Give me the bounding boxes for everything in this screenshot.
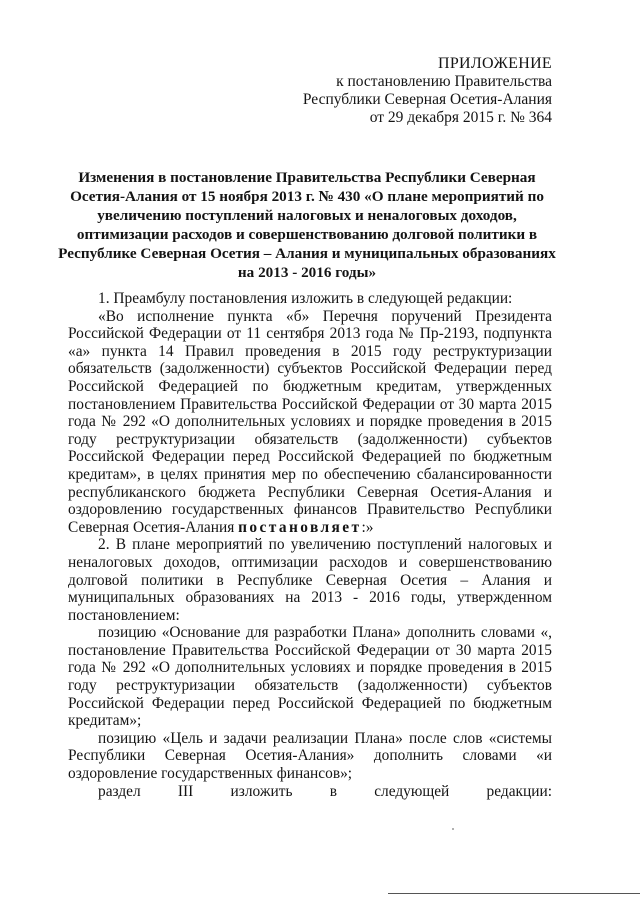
appendix-block [303, 55, 552, 127]
document-body [68, 290, 552, 800]
paragraph-2 [68, 308, 552, 537]
paragraph-5: позицию «Цель и задачи реализации Плана» после слов «системы Республики Северная Осетия-Алания» дополнить словами «и оздоровление государственных финансов»; [68, 729, 552, 783]
resolves-word: постановляет [238, 518, 362, 536]
paragraph-2-end: :» [361, 518, 374, 536]
paragraph-4: позицию «Основание для разработки Плана» дополнить словами «, постановление Правительства Российской Федерации от 30 марта 2015 года № 292 «О дополнительных условиях и порядке проведения в 2015 году реструктуризации обязательств (задолженности) субъектов Российской Федерации перед Российской Федерацией по бюджетным кредитам»; [68, 624, 552, 730]
appendix-line-1: к постановлению Правительства [336, 73, 552, 90]
footer-rule [388, 893, 640, 894]
scan-speck [452, 828, 454, 830]
paragraph-2-text: «Во исполнение пункта «б» Перечня поручений Президента Российской Федерации от 11 сентября 2013 года № Пр-2193, подпункта «а» пункта 14 Правил проведения в 2015 году реструктуризации обязательств (задолженности) субъектов Российской Федерации перед Российской Федерацией по бюджетным кредитам, утвержденных постановлением Правительства Российской Федерации от 30 марта 2015 года № 292 «О дополнительных условиях и порядке проведения в 2015 году реструктуризации обязательств (задолженности) субъектов Российской Федерации перед Российской Федерацией по бюджетным кредитам», в целях принятия мер по обеспечению сбалансированности республиканского бюджета Республики Северная Осетия-Алания и оздоровлению государственных финансов Правительство Республики Северная Осетия-Алания [68, 307, 552, 536]
paragraph-3: 2. В плане мероприятий по увеличению поступлений налоговых и неналоговых доходов, оптимизации расходов и совершенствованию долговой политики в Республике Северная Осетия – Алания и муниципальных образованиях на 2013 - 2016 годы, утвержденном постановлением: [68, 536, 552, 624]
appendix-line-3: от 29 декабря 2015 г. № 364 [369, 109, 552, 126]
paragraph-6: раздел III изложить в следующей редакции: [98, 782, 552, 800]
paragraph-1: 1. Преамбулу постановления изложить в следующей редакции: [98, 290, 513, 307]
appendix-heading: ПРИЛОЖЕНИЕ [437, 55, 552, 72]
appendix-line-2: Республики Северная Осетия-Алания [302, 91, 552, 108]
document-title: Изменения в постановление Правительства Республики Северная Осетия-Алания от 15 ноября 2013 г. № 430 «О плане мероприятий по увеличению поступлений налоговых и неналоговых доходов, оптимизации расходов и совершенствованию долговой политики в Республике Северная Осетия – Алания и муниципальных образованиях на 2013 - 2016 годы» [58, 169, 556, 281]
